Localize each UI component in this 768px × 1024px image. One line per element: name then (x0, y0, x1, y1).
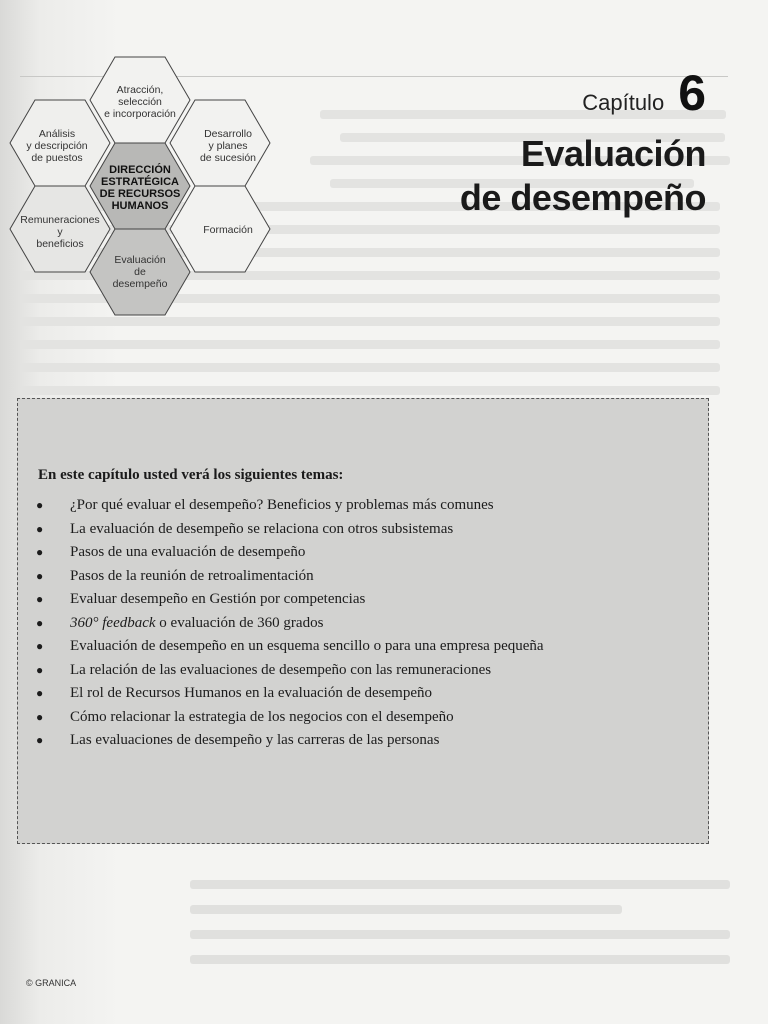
list-item: ● Evaluación de desempeño en un esquema sencillo o para una empresa pequeña (36, 638, 544, 654)
bullet: ● (36, 615, 44, 630)
bullet: ● (36, 733, 44, 747)
bullet: ● (36, 521, 44, 536)
hexagon-diagram (0, 50, 300, 330)
bullet: ● (36, 545, 44, 559)
topics-list (36, 497, 544, 756)
bullet: ● (36, 686, 44, 700)
list-item: ● 360° feedback o evaluación de 360 grados (36, 614, 324, 631)
hex-label-desarrollo: Desarrollo y planes de sucesión (199, 128, 257, 164)
hex-label-analisis: Análisis y descripción de puestos (26, 128, 88, 164)
chapter-title-line2: de desempeño (459, 177, 706, 218)
chapter-label (582, 65, 706, 121)
bullet: ● (36, 498, 44, 512)
list-item: ● Evaluar desempeño en Gestión por competencias (36, 591, 366, 607)
list-item: ● ¿Por qué evaluar el desempeño? Beneficios y problemas más comunes (36, 497, 494, 513)
hex-label-evaluacion: Evaluación de desempeño (112, 254, 168, 290)
list-item-italic: 360° feedback (70, 614, 156, 631)
chapter-title (460, 132, 706, 220)
bullet: ● (36, 592, 44, 606)
chapter-title-line1: Evaluación (520, 133, 706, 174)
list-item: ● La relación de las evaluaciones de desempeño con las remuneraciones (36, 661, 492, 678)
bullet: ● (36, 568, 44, 583)
bullet: ● (36, 639, 44, 653)
hex-label-remuneraciones: Remuneraciones y beneficios (20, 214, 100, 250)
bleed-through-text-bottom (190, 880, 730, 980)
hex-label-center: DIRECCIÓN ESTRATÉGICA DE RECURSOS HUMANOS (99, 164, 181, 212)
topics-heading: En este capítulo usted verá los siguientes temas: (38, 467, 344, 483)
list-item: ● La evaluación de desempeño se relaciona con otros subsistemas (36, 520, 454, 537)
list-item: ● Pasos de una evaluación de desempeño (36, 544, 306, 560)
chapter-number: 6 (678, 65, 706, 121)
list-item: ● El rol de Recursos Humanos en la evaluación de desempeño (36, 685, 432, 701)
hex-label-formacion: Formación (203, 224, 253, 236)
hex-label-atraccion: Atracción, selección e incorporación (104, 84, 176, 120)
list-item: ● Pasos de la reunión de retroalimentación (36, 567, 314, 584)
bullet: ● (36, 662, 44, 677)
publisher-logo: © GRANICA (26, 978, 77, 988)
chapter-word: Capítulo (582, 90, 665, 115)
topics-box (17, 398, 709, 844)
bullet: ● (36, 709, 44, 724)
list-item: ● Cómo relacionar la estrategia de los negocios con el desempeño (36, 708, 454, 725)
list-item: ● Las evaluaciones de desempeño y las carreras de las personas (36, 732, 440, 748)
